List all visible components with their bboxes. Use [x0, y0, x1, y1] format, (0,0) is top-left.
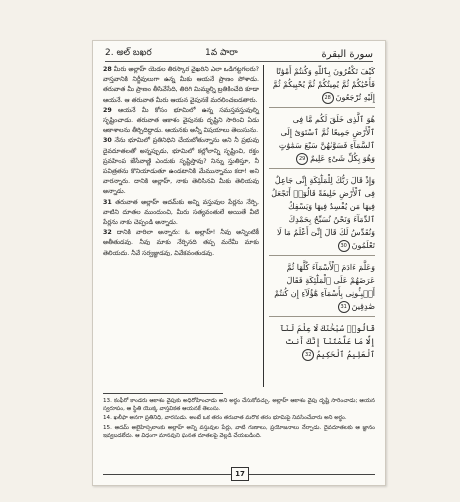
- ayah-number-marker: 31: [338, 301, 350, 313]
- ayah-30: وَإِذْ قَالَ رَبُّكَ لِلْمَلَٰٓئِكَةِ إِنِّى جَاعِلٌ فِى ٱلْأَرْضِ خَلِيفَةً قَالُوٓا۟ أَتَجْعَلُ فِيهَا مَن يُفْسِدُ فِيهَا وَيَسْفِكُ ٱلدِّمَآءَ وَنَحْنُ نُسَبِّحُ بِحَمْدِكَ وَنُقَدِّسُ لَكَ قَالَ إِنِّىٓ أَعْلَمُ مَا لَا تَعْلَمُونَ30: [269, 174, 375, 256]
- verse-29: 29 ఆయనే మీ కోసం భూమిలో ఉన్న సమస్తవస్తువుల్ని సృష్టించాడు. తరువాత ఆకాశం వైపునకు దృష్టిని సారించి ఏడు ఆకాశాలను తీర్చిదిద్దాడు. ఆయనకు అన్నీ విషయాలు తెలుసును.: [103, 106, 259, 135]
- telugu-translation: [103, 65, 264, 387]
- footnote-14: 14. ఖలీఫా అనగా ప్రతినిధి, వారసుడు. అంటే ఒక తరం తరువాత మరొక తరం భూమిపై నివసించేవారు అని అర్థం.: [103, 415, 347, 422]
- ayah-number-marker: 29: [296, 153, 308, 165]
- arabic-text: [264, 65, 375, 387]
- ayah-number-marker: 30: [338, 240, 350, 252]
- footnote-separator: [103, 393, 223, 394]
- ayah-31: وَعَلَّمَ ءَادَمَ ٱلْأَسْمَآءَ كُلَّهَا ثُمَّ عَرَضَهُمْ عَلَى ٱلْمَلَٰٓئِكَةِ فَقَالَ أَنۢبِـُٔونِى بِأَسْمَآءِ هَٰٓؤُلَآءِ إِن كُنتُمْ صَٰدِقِينَ31: [269, 261, 375, 317]
- page-header: [105, 47, 373, 62]
- ayah-28: كَيْفَ تَكْفُرُونَ بِٱللَّهِ وَكُنتُمْ أَمْوَٰتًا فَأَحْيَٰكُمْ ثُمَّ يُمِيتُكُمْ ثُمَّ يُحْيِيكُمْ ثُمَّ إِلَيْهِ تُرْجَعُونَ28: [269, 65, 375, 108]
- ayah-number-marker: 32: [302, 349, 314, 361]
- ayah-29: هُوَ ٱلَّذِى خَلَقَ لَكُم مَّا فِى ٱلْأَرْضِ جَمِيعًا ثُمَّ ٱسْتَوَىٰٓ إِلَى ٱلسَّمَآءِ فَسَوَّىٰهُنَّ سَبْعَ سَمَٰوَٰتٍ وَهُوَ بِكُلِّ شَىْءٍ عَلِيمٌ29: [269, 113, 375, 169]
- ayah-number-marker: 28: [322, 92, 334, 104]
- footnote-15: 15. ఆదమ్ అలైహిస్సలాంకు అల్లాహ్ అన్ని వస్తువుల పేర్లు, వాటి గుణాలు, ప్రయోజనాలు నేర్పాడు. దైవదూతలకు ఆ జ్ఞానం ఇవ్వబడలేదు. ఆ విధంగా మానవుని ఘనత దూతలపై వెల్లడి చేయబడింది.: [103, 424, 375, 439]
- para-label: 1వ పారా: [205, 48, 238, 58]
- chapter-title: 2. అల్ బఖర: [105, 48, 152, 58]
- verse-28: 28 మీరు అల్లాహ్‌ యెడల తిరస్కార వైఖరిని ఎలా ఒడిగట్టగలరు? వాస్తవానికి నిర్జీవులుగా ఉన్న మీకు ఆయనే ప్రాణం పోశాడు. తరువాత మీ ప్రాణం తీసివేసేది, తిరిగి మిమ్మల్ని బ్రతికించేది కూడా ఆయనే. ఆ తరువాత మీరు ఆయన వైపునకే మరలించబడతారు.: [103, 66, 259, 104]
- verse-30: 30 నేను భూమిలో ప్రతినిధిని చేయబోతున్నాను అని నీ ప్రభువు దైవదూతలతో అన్నప్పుడు, భూమిలో కల్లోలాన్ని సృష్టించి, రక్తం ప్రవహింప జేసేవాణ్ణి ఎందుకు సృష్టిస్తావు? నిన్ను స్తుతిస్తూ, నీ పవిత్రతను కొనియాడుతూ ఉండటానికి మేమున్నాము కదా! అని వారన్నారు. దానికి అల్లాహ్, నాకు తెలిసినవి మీకు తెలియవు అన్నాడు.: [103, 137, 259, 196]
- text-columns: [103, 65, 375, 387]
- ayah-32: قَالُوا۟ سُبْحَٰنَكَ لَا عِلْمَ لَنَآ إِلَّا مَا عَلَّمْتَنَآ إِنَّكَ أَنتَ ٱلْعَلِيمُ ٱلْحَكِيمُ32: [280, 324, 375, 359]
- book-page: [92, 40, 386, 486]
- verse-32: 32 దానికి వారిలా అన్నారు: ఓ అల్లాహ్! నీవు అన్నింటికీ అతీతుడవు. నీవు మాకు నేర్పినది తప్ప మరేమీ మాకు తెలియదు. నీవే సర్వజ్ఞుడవు, వివేకవంతుడవు.: [103, 229, 259, 257]
- surah-title-arabic: سورة البقرة: [321, 48, 373, 60]
- verse-31: 31 తరువాత అల్లాహ్ ఆదమ్‌కు అన్ని వస్తువుల పేర్లను నేర్పి, వాటిని దూతల ముందుంచి, మీరు సత్యవంతులే అయితే వీటి పేర్లను నాకు చెప్పండి అన్నాడు.: [103, 198, 259, 227]
- footnotes: [103, 397, 375, 465]
- footnote-13: 13. కంఫీరో కాండరు ఆకాశం వైపుకు అధిరోహించాడు అని అర్థం చేసుకోవచ్చు. అల్లాహ్ ఆకాశం వైపు దృష్టి సారించాడు; ఆయన స్వరూపం, ఆ స్థితి యొక్క వాస్తవికత ఆయనకే తెలుసు.: [103, 398, 375, 413]
- page-number: 17: [231, 467, 249, 481]
